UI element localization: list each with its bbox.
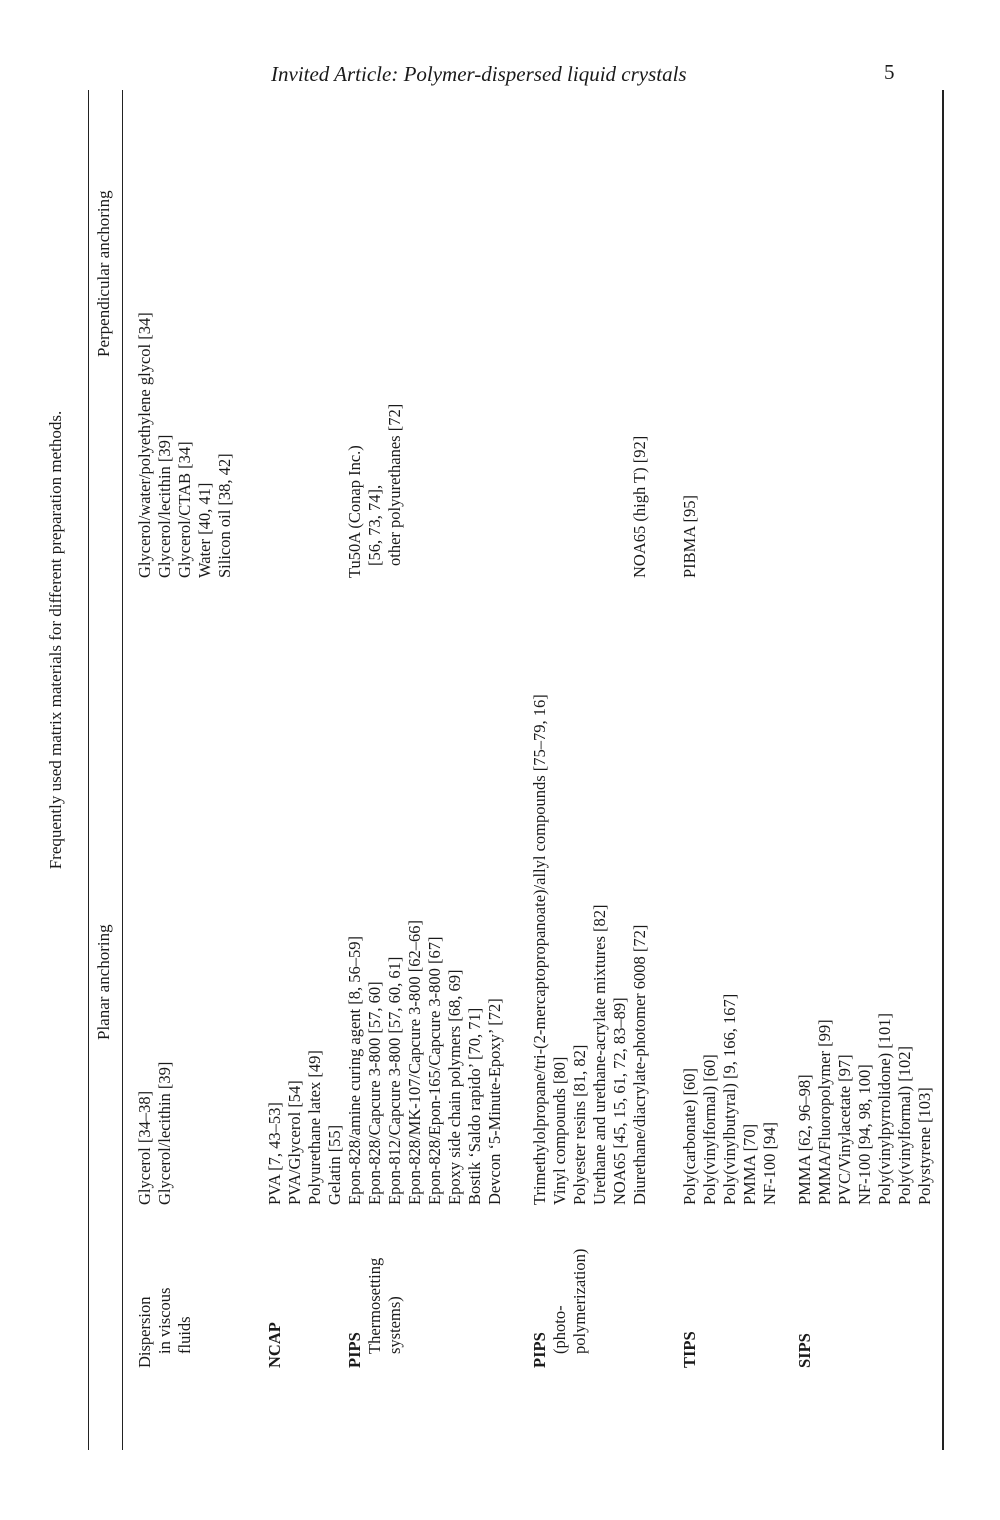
material-entry: Poly(carbonate) [60]	[680, 1068, 699, 1205]
table-header-rule	[122, 90, 123, 1450]
material-entry: Polyester resins [81, 82]	[570, 1044, 589, 1205]
material-entry: NF-100 [94, 98, 100]	[855, 1064, 874, 1205]
material-entry: Epoxy side chain polymers [68, 69]	[445, 969, 464, 1205]
material-entry: Polystyrene [103]	[915, 1087, 934, 1205]
material-entry: Epon-812/Capcure 3-800 [57, 60, 61]	[385, 956, 404, 1205]
material-entry: other polyurethanes [72]	[385, 403, 404, 566]
material-entry: PMMA [70]	[740, 1123, 759, 1205]
material-entry: Glycerol/lecithin [39]	[155, 434, 174, 578]
table-bottom-rule	[942, 90, 944, 1450]
perpendicular-cell-tips	[680, 108, 700, 578]
material-entry: Vinyl compounds [80]	[550, 1056, 569, 1205]
perpendicular-cell-dispersion	[135, 108, 235, 578]
material-entry: Silicon oil [38, 42]	[215, 453, 234, 578]
material-entry: Gelatin [55]	[325, 1124, 344, 1205]
material-entry: [56, 73, 74],	[365, 484, 384, 566]
material-entry: PVA/Glycerol [54]	[285, 1080, 304, 1205]
material-entry: Tu50A (Conap Inc.)	[345, 445, 364, 578]
material-entry: Glycerol/CTAB [34]	[175, 441, 194, 578]
material-entry: Devcon ‘5-Minute-Epoxy’ [72]	[485, 998, 504, 1205]
planar-cell-ncap	[265, 405, 345, 1205]
table-top-rule	[88, 90, 89, 1450]
material-entry: Epon-828/MK-107/Capcure 3-800 [62–66]	[405, 919, 424, 1205]
row-label-dispersion: Dispersion in viscous fluids	[135, 1287, 194, 1368]
table-caption: Frequently used matrix materials for different preparation methods.	[46, 410, 65, 870]
material-entry: NF-100 [94]	[760, 1122, 779, 1205]
row-label-pips-photo: PIPS (photo-polymerization)	[530, 1248, 589, 1368]
material-entry: Epon-828/Epon-165/Capcure 3-800 [67]	[425, 936, 444, 1205]
column-header-planar: Planar anchoring	[94, 924, 113, 1040]
material-entry: Epon-828/Capcure 3-800 [57, 60]	[365, 981, 384, 1205]
row-label-tips: TIPS	[680, 1331, 699, 1368]
material-entry: NOA65 [45, 15, 61, 72, 83–89]	[610, 997, 629, 1205]
material-entry: PVA [7, 43–53]	[265, 1102, 284, 1205]
material-entry: Bostik ‘Saldo rapido’ [70, 71]	[465, 1007, 484, 1205]
material-entry: Water [40, 41]	[195, 482, 214, 578]
row-label-ncap: NCAP	[265, 1322, 284, 1368]
material-entry: PMMA/Fluoropolymer [99]	[815, 1019, 834, 1205]
row-label-pips-thermosetting: PIPS Thermosetting systems)	[345, 1257, 404, 1368]
page-number: 5	[884, 60, 895, 84]
material-entry: NOA65 (high T) [92]	[630, 435, 649, 578]
material-entry: Trimethylolpropane/tri-(2-mercaptopropanoate)/allyl compounds [75–79, 16]	[530, 694, 549, 1205]
perpendicular-cell-pips-photo	[630, 108, 650, 578]
material-entry: Poly(vinylformal) [102]	[895, 1045, 914, 1205]
material-entry: PIBMA [95]	[680, 495, 699, 578]
material-entry: Poly(vinylpyrrolidone) [101]	[875, 1012, 894, 1205]
material-entry: Poly(vinylformal) [60]	[700, 1054, 719, 1205]
material-entry: Diurethane/diacrylate-photomer 6008 [72]	[630, 924, 649, 1205]
matrix-materials-table	[40, 90, 960, 1450]
row-label-sips: SIPS	[795, 1333, 814, 1368]
running-header-title: Invited Article: Polymer-dispersed liquid crystals	[271, 62, 687, 86]
material-entry: Urethane and urethane-acrylate mixtures [82]	[590, 904, 609, 1205]
material-entry: PVC/Vinylacetate [97]	[835, 1054, 854, 1205]
planar-cell-pips-thermosetting	[345, 405, 505, 1205]
material-entry: PMMA [62, 96–98]	[795, 1074, 814, 1205]
column-header-perpendicular: Perpendicular anchoring	[94, 190, 113, 357]
material-entry: Glycerol [34–38]	[135, 1090, 154, 1205]
material-entry: Polyurethane latex [49]	[305, 1050, 324, 1205]
material-entry: Glycerol/water/polyethylene glycol [34]	[135, 312, 154, 578]
material-entry: Poly(vinylbutyral) [9, 166, 167]	[720, 993, 739, 1205]
material-entry: Epon-828/amine curing agent [8, 56–59]	[345, 936, 364, 1205]
material-entry: Glycerol/lecithin [39]	[155, 1061, 174, 1205]
planar-cell-sips	[795, 405, 935, 1205]
